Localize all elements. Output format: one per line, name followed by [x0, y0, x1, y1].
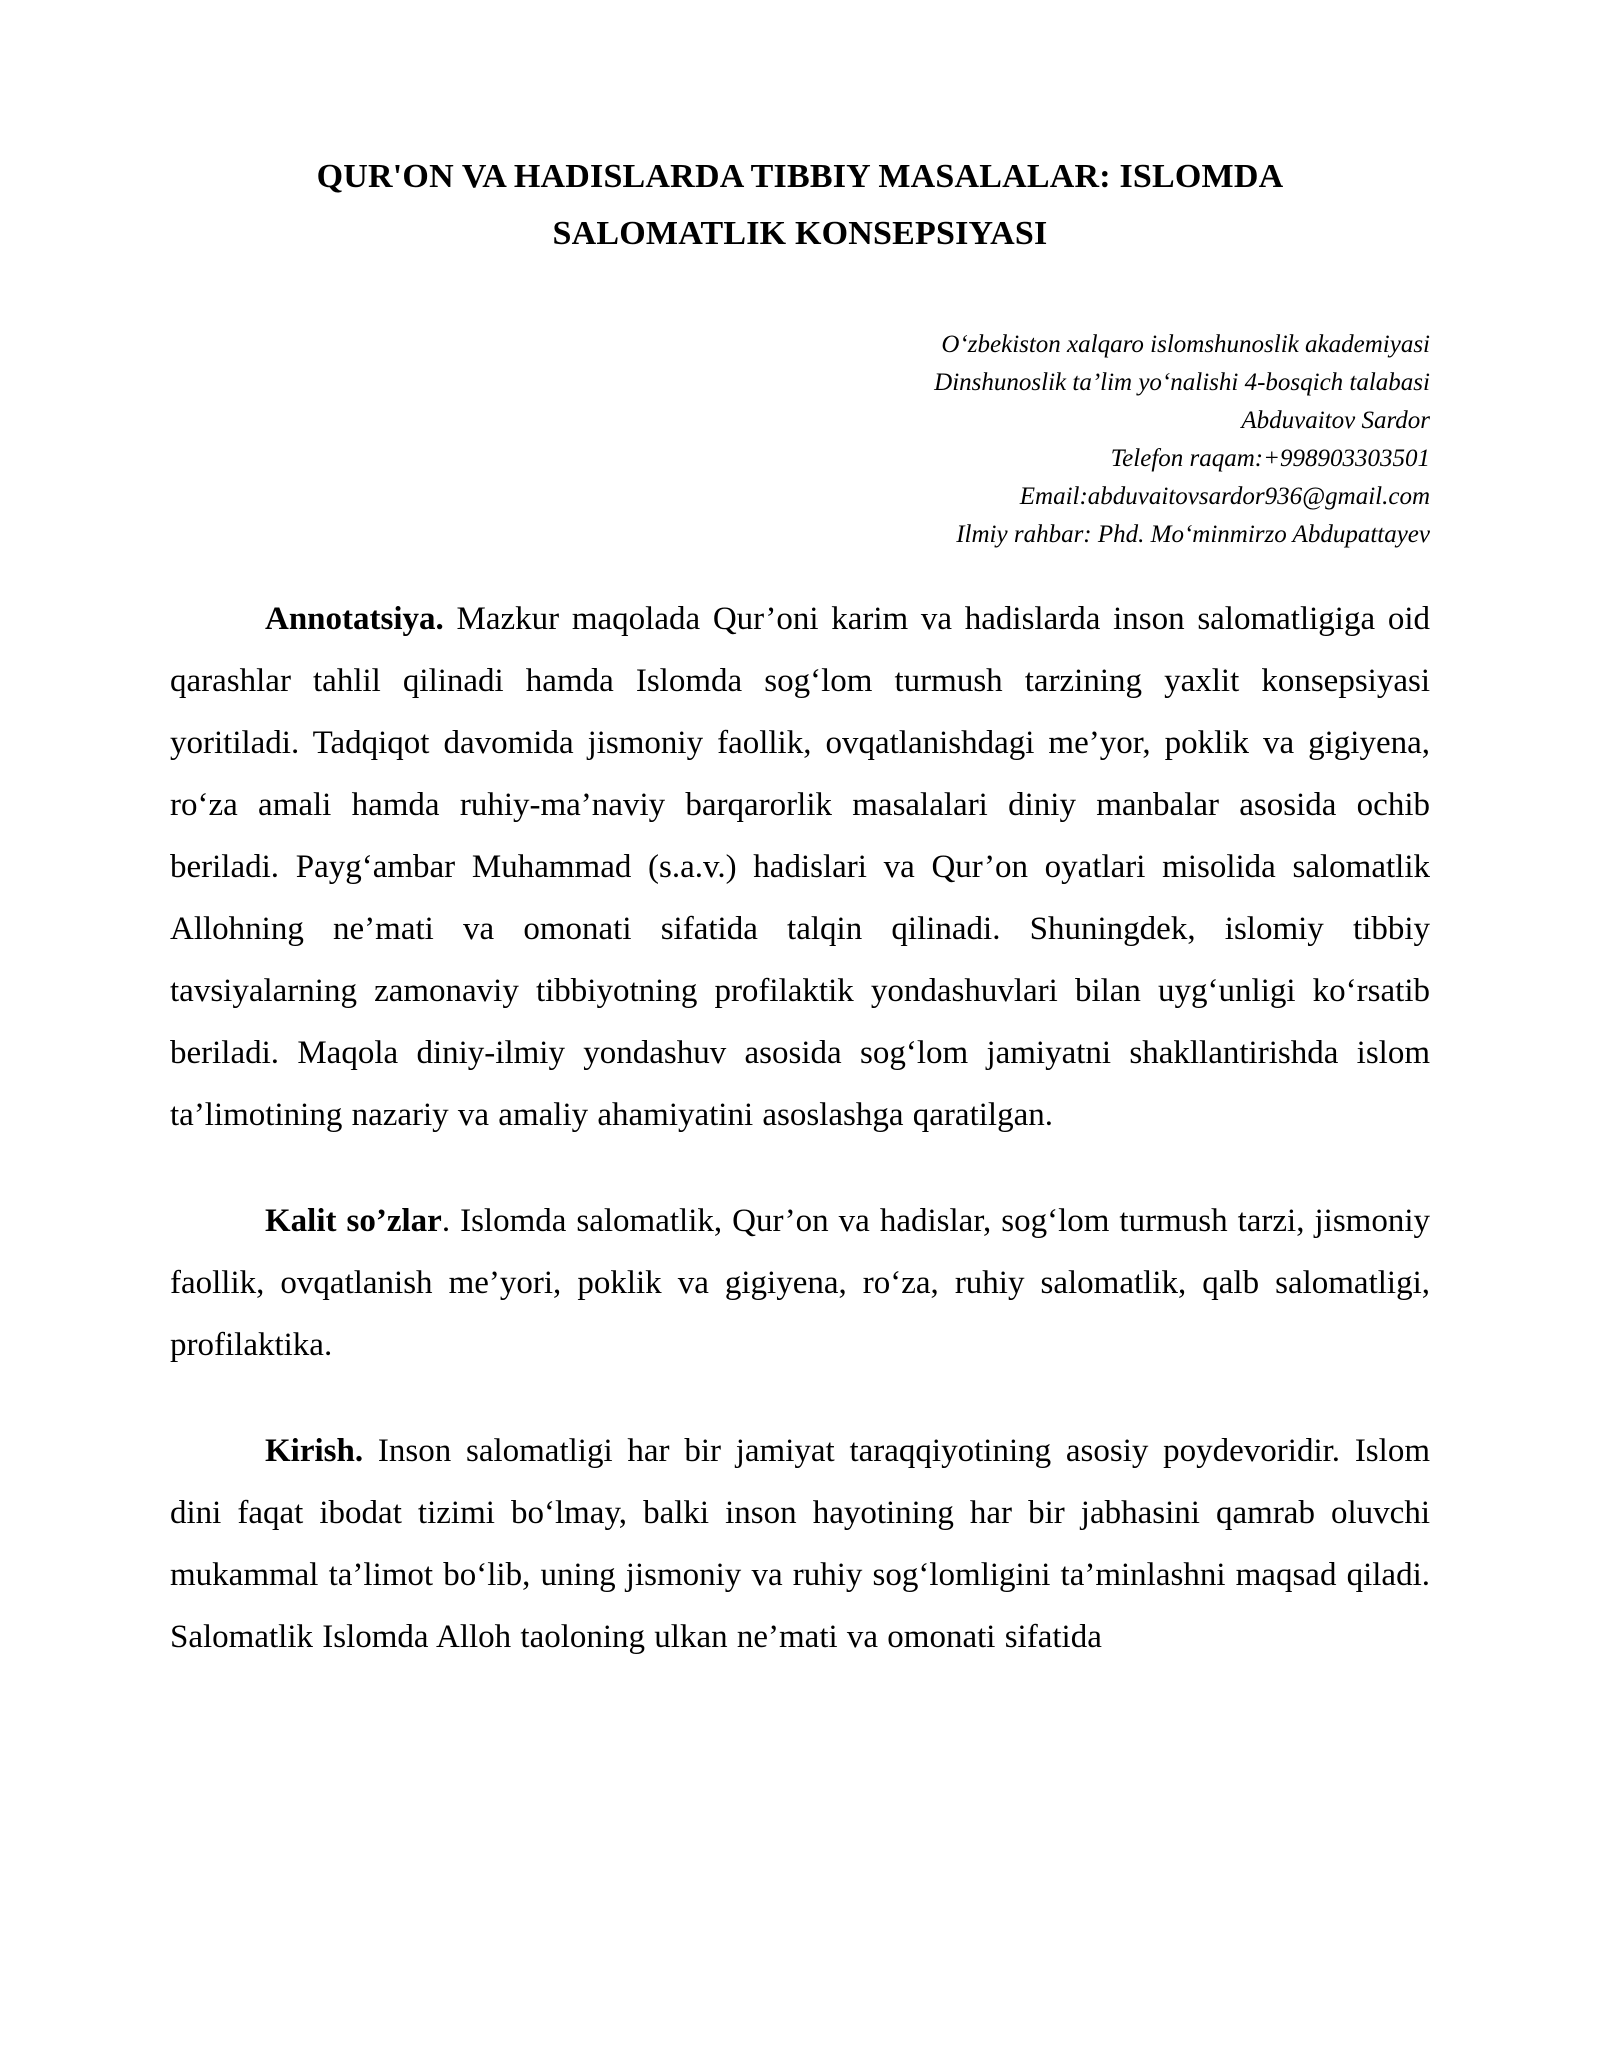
paragraph-annotatsiya-lead: Annotatsiya.	[265, 601, 444, 637]
advisor-line: Ilmiy rahbar: Phd. Mo‘minmirzo Abdupattayev	[956, 521, 1430, 548]
author-name-line: Abduvaitov Sardor	[1241, 407, 1430, 434]
document-content	[170, 148, 1430, 1668]
paragraph-kalit-sozlar-lead: Kalit so’zlar	[265, 1203, 442, 1239]
affiliation-line: O‘zbekiston xalqaro islomshunoslik akademiyasi	[941, 331, 1430, 358]
study-program-line: Dinshunoslik ta’lim yo‘nalishi 4-bosqich talabasi	[934, 369, 1430, 396]
paragraph-annotatsiya-text: Mazkur maqolada Qur’oni karim va hadislarda inson salomatligiga oid qarashlar tahlil qilinadi hamda Islomda sog‘lom turmush tarzining yaxlit konsepsiyasi yoritiladi. Tadqiqot davomida jismoniy faollik, ovqatlanishdagi me’yor, poklik va gigiyena, ro‘za amali hamda ruhiy-ma’naviy barqarorlik masalalari diniy manbalar asosida ochib beriladi. Payg‘ambar Muhammad (s.a.v.) hadislari va Qur’on oyatlari misolida salomatlik Allohning ne’mati va omonati sifatida talqin qilinadi. Shuningdek, islomiy tibbiy tavsiyalarning zamonaviy tibbiyotning profilaktik yondashuvlari bilan uyg‘unligi ko‘rsatib beriladi. Maqola diniy-ilmiy yondashuv asosida sog‘lom jamiyatni shakllantirishda islom ta’limotining nazariy va amaliy ahamiyatini asoslashga qaratilgan.	[170, 601, 1430, 1133]
email-line: Email:abduvaitovsardor936@gmail.com	[1019, 483, 1430, 510]
paragraph-kirish-lead: Kirish.	[265, 1433, 364, 1469]
title-line-1: QUR'ON VA HADISLARDA TIBBIY MASALALAR: ISLOMDA	[316, 158, 1284, 195]
author-affiliation-block	[170, 326, 1430, 554]
document-title	[170, 148, 1430, 262]
paragraph-kalit-sozlar-text: . Islomda salomatlik, Qur’on va hadislar, sog‘lom turmush tarzi, jismoniy faollik, ovqatlanish me’yori, poklik va gigiyena, ro‘za, ruhiy salomatlik, qalb salomatligi, profilaktika.	[170, 1203, 1431, 1363]
title-line-2: SALOMATLIK KONSEPSIYASI	[552, 215, 1048, 252]
paragraph-kirish	[170, 1420, 1430, 1668]
paragraph-annotatsiya	[170, 588, 1430, 1146]
paragraph-kalit-sozlar	[170, 1190, 1430, 1376]
phone-line: Telefon raqam:+998903303501	[1110, 445, 1430, 472]
paragraph-kirish-text: Inson salomatligi har bir jamiyat taraqqiyotining asosiy poydevoridir. Islom dini faqat ibodat tizimi bo‘lmay, balki inson hayotining har bir jabhasini qamrab oluvchi mukammal ta’limot bo‘lib, uning jismoniy va ruhiy sog‘lomligini ta’minlashni maqsad qiladi. Salomatlik Islomda Alloh taoloning ulkan ne’mati va omonati sifatida	[170, 1433, 1430, 1655]
